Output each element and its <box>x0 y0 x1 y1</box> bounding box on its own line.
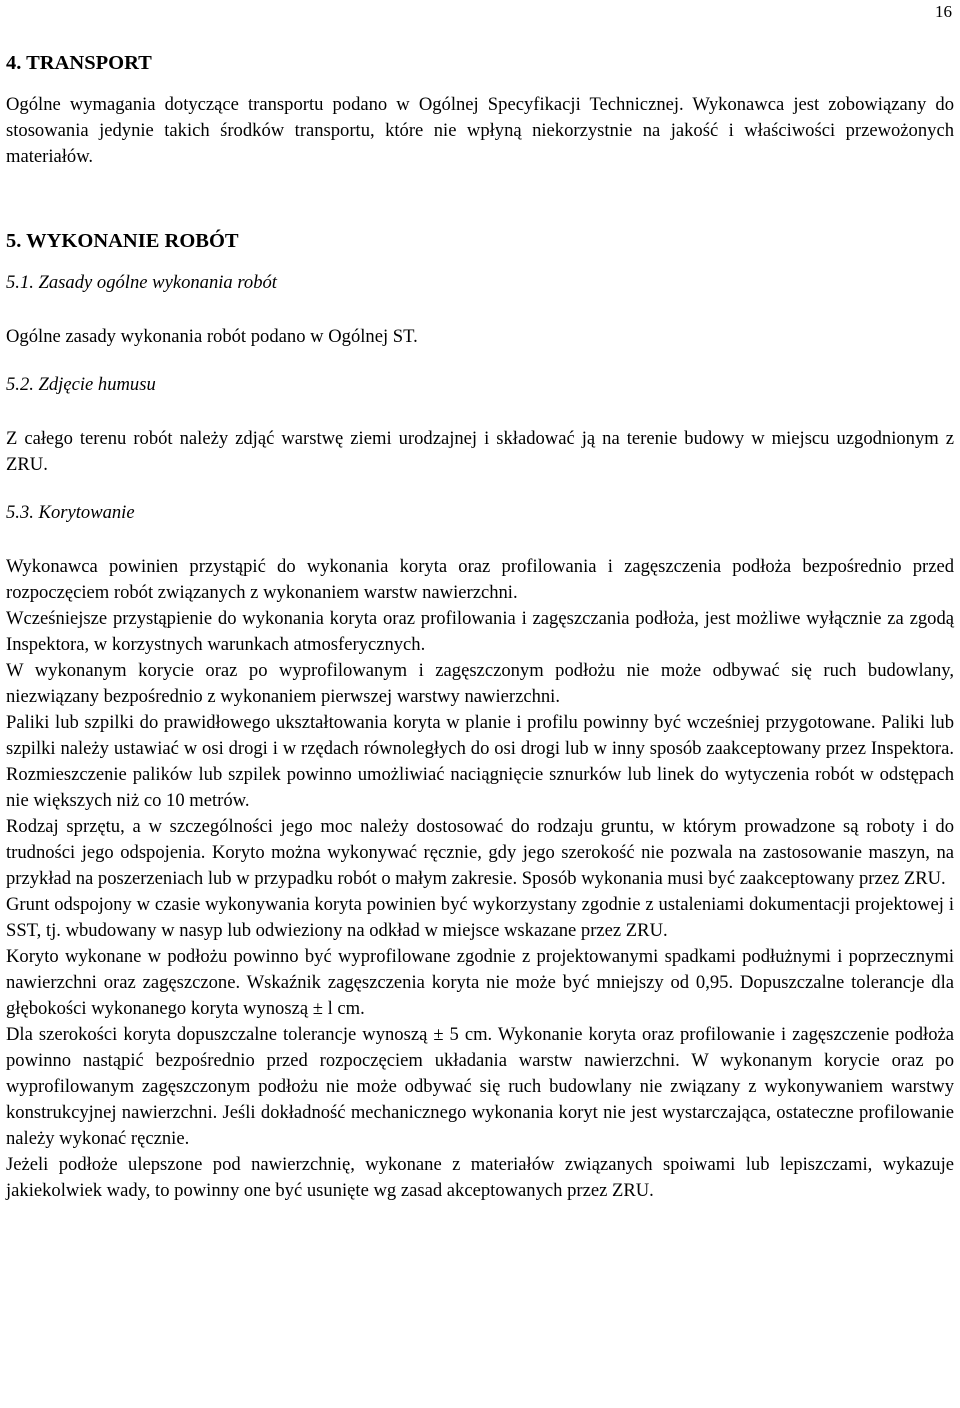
korytowanie-paragraph: Wykonawca powinien przystąpić do wykonania koryta oraz profilowania i zagęszczenia podłoża bezpośrednio przed rozpoczęciem robót związanych z wykonaniem warstw nawierzchni. <box>6 556 954 603</box>
korytowanie-paragraph: Grunt odspojony w czasie wykonywania koryta powinien być wykorzystany zgodnie z ustaleniami dokumentacji projektowej i SST, tj. wbudowany w nasyp lub odwieziony na odkład w miejsce wskazane przez ZRU. <box>6 894 954 941</box>
korytowanie-paragraph: Dla szerokości koryta dopuszczalne tolerancje wynoszą ± 5 cm. Wykonanie koryta oraz profilowanie i zagęszczenie podłoża powinno nastąpić bezpośrednio przed rozpoczęciem układania warstw nawierzchni. W wykonanym korycie oraz po wyprofilowanym zagęszczonym podłożu nie może odbywać się ruch budowlany nie związany z wykonywaniem warstwy konstrukcyjnej nawierzchni. Jeśli dokładność mechanicznego wykonania koryt nie jest wystarczająca, ostateczne profilowanie należy wykonać ręcznie. <box>6 1024 954 1149</box>
subsection-heading-5-2: 5.2. Zdjęcie humusu <box>6 374 156 395</box>
section-heading-wykonanie: 5. WYKONANIE ROBÓT <box>6 230 239 252</box>
korytowanie-paragraph: Paliki lub szpilki do prawidłowego ukształtowania koryta w planie i profilu powinny być wcześniej przygotowane. Paliki lub szpilki należy ustawiać w osi drogi i w rzędach równoległych do osi drogi lub w inny sposób zaakceptowany przez Inspektora. Rozmieszczenie palików lub szpilek powinno umożliwiać naciągnięcie sznurków lub linek do wytyczenia robót w odstępach nie większych niż co 10 metrów. <box>6 712 954 811</box>
subsection-heading-5-3: 5.3. Korytowanie <box>6 502 135 523</box>
korytowanie-paragraph: Rodzaj sprzętu, a w szczególności jego moc należy dostosować do rodzaju gruntu, w którym prowadzone są roboty i do trudności jego odspojenia. Koryto można wykonywać ręcznie, gdy jego szerokość nie pozwala na zastosowanie maszyn, na przykład na poszerzeniach lub w przypadku robót o małym zakresie. Sposób wykonania musi być zaakceptowany przez ZRU. <box>6 816 954 889</box>
transport-paragraph: Ogólne wymagania dotyczące transportu podano w Ogólnej Specyfikacji Technicznej. Wykonawca jest zobowiązany do stosowania jedynie takich środków transportu, które nie wpłyną niekorzystnie na jakość i właściwości przewożonych materiałów. <box>6 94 954 167</box>
korytowanie-paragraph: Koryto wykonane w podłożu powinno być wyprofilowane zgodnie z projektowanymi spadkami podłużnymi i poprzecznymi nawierzchni oraz zagęszczone. Wskaźnik zagęszczenia koryta nie może być mniejszy od 0,95. Dopuszczalne tolerancje dla głębokości wykonanego koryta wynoszą ± l cm. <box>6 946 954 1019</box>
korytowanie-paragraph: Wcześniejsze przystąpienie do wykonania koryta oraz profilowania i zagęszczania podłoża, jest możliwe wyłącznie za zgodą Inspektora, w korzystnych warunkach atmosferycznych. <box>6 608 954 655</box>
subsection-5-2-paragraph: Z całego terenu robót należy zdjąć warstwę ziemi urodzajnej i składować ją na terenie budowy w miejscu uzgodnionym z ZRU. <box>6 428 954 475</box>
page-number: 16 <box>935 2 952 21</box>
document-body <box>6 48 954 1204</box>
korytowanie-paragraph: Jeżeli podłoże ulepszone pod nawierzchnię, wykonane z materiałów związanych spoiwami lub lepiszczami, wykazuje jakiekolwiek wady, to powinny one być usunięte wg zasad akceptowanych przez ZRU. <box>6 1154 954 1201</box>
section-heading-transport: 4. TRANSPORT <box>6 52 152 74</box>
subsection-heading-5-1: 5.1. Zasady ogólne wykonania robót <box>6 272 277 293</box>
korytowanie-paragraph: W wykonanym korycie oraz po wyprofilowanym i zagęszczonym podłożu nie może odbywać się ruch budowlany, niezwiązany bezpośrednio z wykonaniem pierwszej warstwy nawierzchni. <box>6 660 954 707</box>
subsection-5-1-paragraph: Ogólne zasady wykonania robót podano w Ogólnej ST. <box>6 326 418 347</box>
